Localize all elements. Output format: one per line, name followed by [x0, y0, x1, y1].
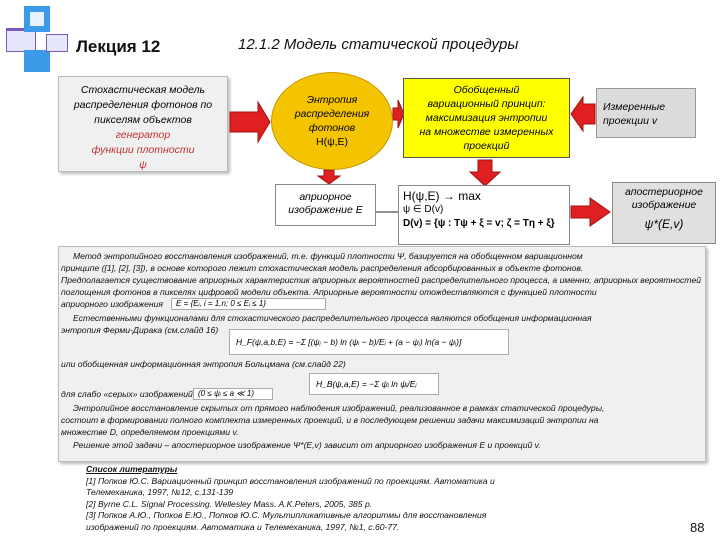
- main-p5: априорного изображения: [61, 299, 163, 309]
- main-p3: Предполагается существование априорных характеристик априорных вероятностей распределительного процесса, а именно, априорных вероятностей: [61, 275, 702, 285]
- ellipse-line1: Энтропия: [306, 94, 358, 106]
- arrow-right-to-yellow: [571, 97, 595, 131]
- main-p7: энтропия Ферми-Дирака (см.слайд 16): [61, 325, 219, 335]
- yellow-box-line5: проекций: [463, 140, 510, 152]
- left-box-line3: пикселям объектов: [94, 114, 192, 126]
- optimization-formulas-box: [398, 185, 570, 245]
- yellow-box-line2: вариационный принцип:: [427, 98, 546, 110]
- main-p10: Энтропийное восстановление скрытых от прямого наблюдения изображений, реализованное в рамках статической процедуры,: [73, 403, 605, 413]
- slide-title: 12.1.2 Модель статической процедуры: [238, 36, 519, 53]
- arrow-left-to-ellipse: [230, 102, 270, 142]
- apriori-image-box: [275, 184, 376, 226]
- references-section: [86, 464, 495, 533]
- fermi-dirac-formula: H_F(ψ,a,b,E) = −Σ [(ψᵢ − b) ln (ψᵢ − b)/Eᵢ + (a − ψᵢ) ln(a − ψᵢ)]: [229, 329, 509, 355]
- main-p8: или обобщенная информационная энтропия Больцмана (см.слайд 22): [61, 359, 346, 369]
- reference-1b: Телемеханика, 1997, №12, с.131-139: [86, 487, 234, 497]
- main-text-panel: [58, 246, 706, 462]
- main-p12: множестве D, определяемом проекциями v.: [61, 427, 239, 437]
- right-box-line2: проекции v: [603, 115, 658, 127]
- apriori-line2: изображение E: [288, 204, 363, 216]
- aposteriori-line3: ψ*(E,v): [644, 217, 684, 231]
- left-box-line1: Стохастическая модель: [80, 84, 206, 96]
- main-p13: Решение этой задачи – апостериорное изображение Ψ*(E,v) зависит от априорного изображения E и проекций v.: [73, 440, 541, 450]
- left-box-line5: функции плотности: [91, 144, 195, 156]
- right-box-line1: Измеренные: [603, 101, 666, 113]
- main-p1: Метод энтропийного восстановления изображений, т.е. функций плотности Ψ, базируется на обобщенном вариационном: [73, 251, 583, 261]
- left-box-line4: генератор: [115, 129, 171, 141]
- measured-projections-box: [596, 88, 696, 138]
- formula-line2: ψ ∈ D(v): [403, 204, 444, 215]
- main-p11: состоит в формировании полного комплекта измеренных проекций, и в последующем решении задачи максимизаций энтропии на: [61, 415, 599, 425]
- reference-2: [2] Byrne C.L. Signal Processing. Wellesley Mass. A.K.Peters, 2005, 385 p.: [86, 498, 373, 509]
- yellow-box-line3: максимизация энтропии: [425, 112, 548, 124]
- aposteriori-line1: апостериорное: [625, 186, 703, 198]
- left-box-line6: ψ: [139, 159, 147, 171]
- main-p9: для слабо «серых» изображений: [61, 389, 193, 399]
- aposteriori-image-box: [612, 182, 716, 244]
- gray-image-condition: (0 ≤ ψᵢ ≤ a ≪ 1): [193, 388, 273, 400]
- boltzmann-formula: H_B(ψ,a,E) = −Σ ψᵢ ln ψᵢ/Eᵢ: [309, 373, 439, 395]
- page-number: 88: [690, 520, 705, 535]
- arrow-down-to-apriori: [318, 170, 340, 184]
- yellow-box-line1: Обобщенный: [453, 84, 520, 96]
- apriori-line1: априорное: [299, 191, 352, 203]
- reference-3a: [3] Попков А.Ю., Попков Е.Ю., Попков Ю.С. Мультипликативные алгоритмы для восстановления: [86, 510, 487, 520]
- formula-line1: H(ψ,E) → max: [403, 189, 481, 203]
- ellipse-line3: фотонов: [308, 122, 356, 134]
- lecture-title: Лекция 12: [76, 37, 161, 56]
- entropy-ellipse: [271, 72, 393, 170]
- main-p4: поглощения фотонов в пикселях цифровой модели объекта. Априорные вероятности отождествляются с функцией плотности: [61, 287, 597, 297]
- ellipse-line2: распределения: [294, 108, 370, 120]
- references-heading: Список литературы: [86, 464, 178, 474]
- yellow-box-line4: на множестве измеренных: [419, 126, 554, 138]
- arrow-formulas-to-aposteriori: [571, 198, 610, 226]
- main-p2: принципе ([1], [2], [3]), в основе которого лежит стохастическая модель распределения абсорбированных в объекте фотонов.: [61, 263, 584, 273]
- reference-3b: изображений по проекциям. Автоматика и Телемеханика, 1997, №1, с.60-77.: [86, 521, 400, 532]
- apriori-set-formula: E = {Eᵢ, i = 1,n; 0 ≤ Eᵢ ≤ 1}: [171, 298, 326, 310]
- arrow-down-to-formulas: [470, 160, 500, 186]
- variational-principle-box: [403, 78, 570, 158]
- formula-line3: D(v) = {ψ : Tψ + ξ = v; ζ = Tη + ξ}: [403, 218, 555, 229]
- ellipse-line4: H(ψ,E): [316, 136, 348, 148]
- main-p6: Естественными функционалами для стохастического распределительного процесса являются обобщения информационная: [73, 313, 592, 323]
- left-box-line2: распределения фотонов по: [73, 99, 213, 111]
- aposteriori-line2: изображение: [631, 199, 697, 211]
- reference-1a: [1] Попков Ю.С. Вариационный принцип восстановления изображений по проекциям. Автоматика и: [86, 475, 495, 486]
